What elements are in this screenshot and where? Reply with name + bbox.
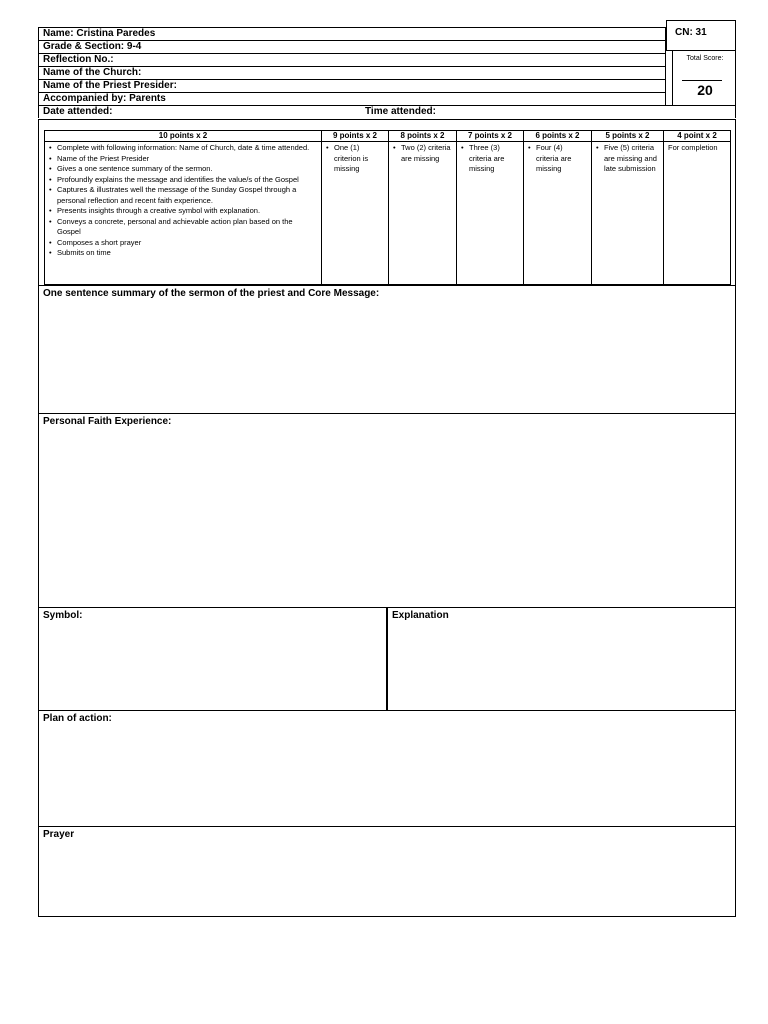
score-underline [682, 80, 722, 81]
church-label: Name of the Church: [43, 67, 142, 78]
name-row [38, 27, 666, 40]
rubric-cell: • One (1) criterion is missing [322, 142, 389, 285]
explanation-section[interactable] [387, 608, 736, 711]
summary-section[interactable] [38, 286, 736, 414]
criterion-item: • Name of the Priest Presider [49, 154, 317, 165]
criteria-cell [45, 142, 322, 285]
criterion-item: • Conveys a concrete, personal and achievable action plan based on the Gospel [49, 217, 317, 238]
cn-label: CN: 31 [675, 27, 707, 38]
rubric-col-header: 6 points x 2 [524, 131, 592, 142]
total-score-value: 20 [697, 82, 713, 98]
date-attended-label: Date attended: [43, 106, 113, 117]
rubric-col-header: 8 points x 2 [389, 131, 457, 142]
criterion-item: • Captures & illustrates well the message of the Sunday Gospel through a personal reflection and recent faith experience. [49, 185, 317, 206]
plan-of-action-section[interactable] [38, 711, 736, 827]
rubric-col-header: 9 points x 2 [322, 131, 389, 142]
rubric-col-header: 10 points x 2 [45, 131, 322, 142]
rubric-cell: • Five (5) criteria are missing and late submission [592, 142, 664, 285]
rubric-col-header: 5 points x 2 [592, 131, 664, 142]
symbol-label: Symbol: [43, 610, 83, 621]
criterion-item: • Presents insights through a creative symbol with explanation. [49, 206, 317, 217]
criteria-list [49, 143, 317, 259]
criterion-item: • Complete with following information: Name of Church, date & time attended. [49, 143, 317, 154]
plan-of-action-label: Plan of action: [43, 713, 112, 724]
rubric-header-row [45, 131, 731, 142]
accompanied-label: Accompanied by: Parents [43, 93, 166, 104]
accompanied-row [38, 92, 666, 105]
name-label: Name: Cristina Paredes [43, 28, 156, 39]
faith-experience-label: Personal Faith Experience: [43, 416, 172, 427]
rubric-body-row [45, 142, 731, 285]
total-score-label: Total Score: [686, 55, 724, 62]
church-row [38, 66, 666, 79]
reflection-row [38, 53, 666, 66]
prayer-section[interactable] [38, 827, 736, 917]
criterion-item: • Submits on time [49, 248, 317, 259]
reflection-label: Reflection No.: [43, 54, 114, 65]
summary-label: One sentence summary of the sermon of the priest and Core Message: [43, 288, 380, 299]
symbol-section[interactable] [38, 608, 387, 711]
priest-label: Name of the Priest Presider: [43, 80, 177, 91]
rubric-cell: • Two (2) criteria are missing [389, 142, 457, 285]
rubric-col-header: 4 point x 2 [664, 131, 731, 142]
rubric-cell: • Four (4) criteria are missing [524, 142, 592, 285]
rubric-table [44, 130, 731, 285]
rubric-cell: • Three (3) criteria are missing [457, 142, 524, 285]
rubric-cell: For completion [664, 142, 731, 285]
criterion-item: • Gives a one sentence summary of the sermon. [49, 164, 317, 175]
prayer-label: Prayer [43, 829, 75, 840]
time-attended-label: Time attended: [365, 106, 436, 117]
faith-experience-section[interactable] [38, 414, 736, 608]
date-time-row [38, 105, 736, 118]
criterion-item: • Composes a short prayer [49, 238, 317, 249]
explanation-label: Explanation [392, 610, 449, 621]
grade-label: Grade & Section: 9-4 [43, 41, 142, 52]
rubric-col-header: 7 points x 2 [457, 131, 524, 142]
grade-row [38, 40, 666, 53]
criterion-item: • Profoundly explains the message and identifies the value/s of the Gospel [49, 175, 317, 186]
priest-row [38, 79, 666, 92]
total-score-box [672, 51, 736, 106]
cn-box [666, 20, 736, 51]
